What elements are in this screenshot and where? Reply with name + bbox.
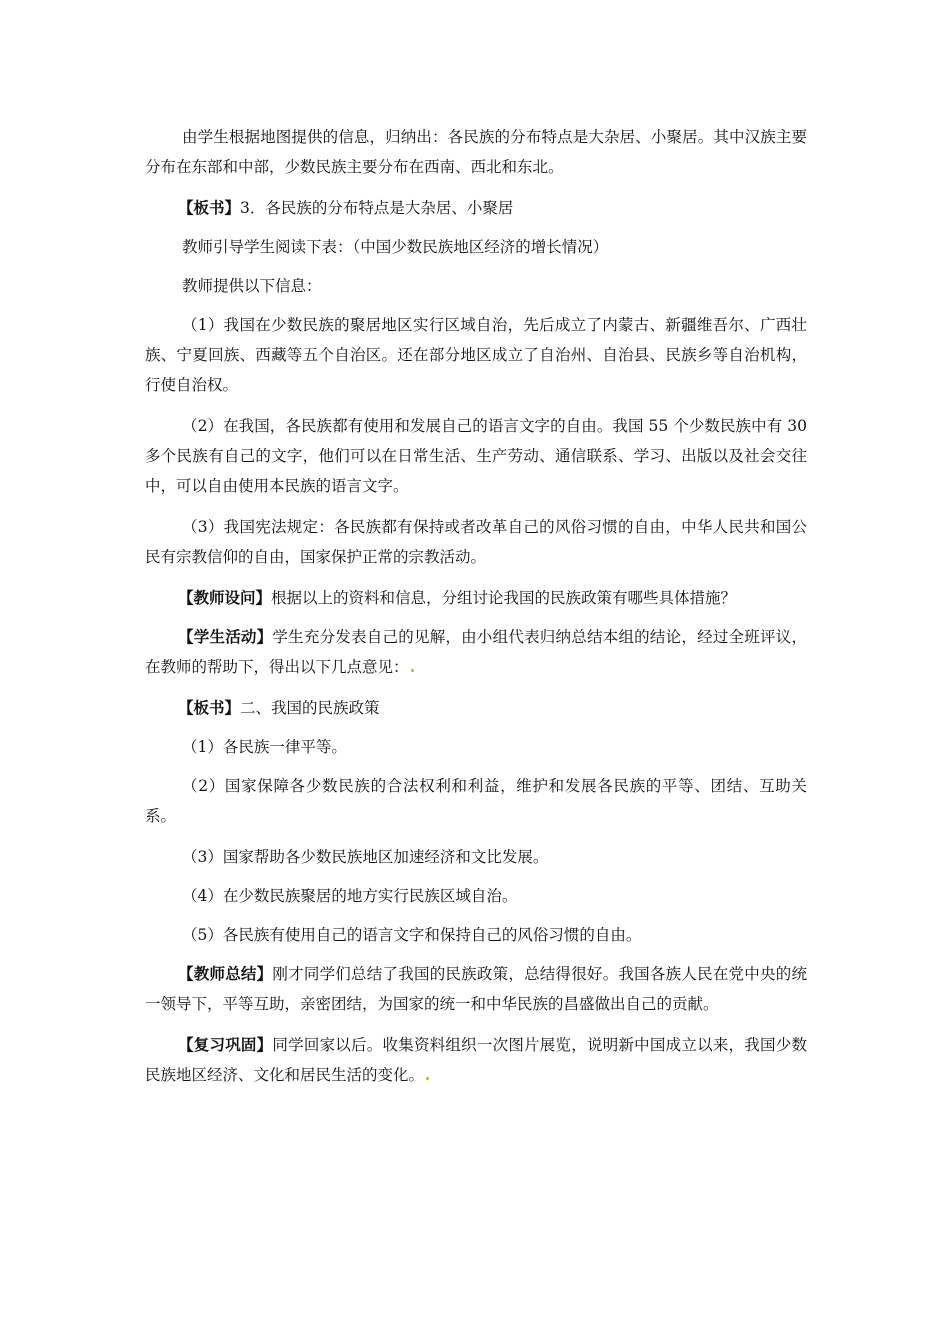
teacher-summary-tag: 【教师总结】 xyxy=(178,964,273,983)
paragraph-policy-2: （2）国家保障各少数民族的合法权利和利益，维护和发展各民族的平等、团结、互助关系。 xyxy=(145,777,807,825)
board-note-policy-text: 二、我国的民族政策 xyxy=(240,699,380,717)
board-note-policy-tag: 【板书】 xyxy=(178,698,241,717)
paragraph-policy-5: （5）各民族有使用自己的语言文字和保持自己的风俗习惯的自由。 xyxy=(182,926,642,944)
review-tag: 【复习巩固】 xyxy=(178,1035,273,1054)
mark-dot xyxy=(411,669,414,672)
teacher-summary-text: 刚才同学们总结了我国的民族政策，总结得很好。我国各族人民在党中央的统一领导下，平等互助，亲密团结，为国家的统一和中华民族的昌盛做出自己的贡献。 xyxy=(145,965,807,1013)
teacher-question-text: 根据以上的资料和信息，分组讨论我国的民族政策有哪些具体措施？ xyxy=(271,589,737,607)
paragraph-teacher-info-intro: 教师提供以下信息： xyxy=(182,277,322,295)
paragraph-review xyxy=(145,1030,807,1090)
paragraph-info-1-autonomy: （1）我国在少数民族的聚居地区实行区域自治，先后成立了内蒙古、新疆维吾尔、广西壮族、宁夏回族、西藏等五个自治区。还在部分地区成立了自治州、自治县、民族乡等自治机构，行使自治权。 xyxy=(145,316,807,394)
paragraph-distribution-summary: 由学生根据地图提供的信息，归纳出：各民族的分布特点是大杂居、小聚居。其中汉族主要分布在东部和中部，少数民族主要分布在西南、西北和东北。 xyxy=(145,128,807,176)
paragraph-info-2-language: （2）在我国，各民族都有使用和发展自己的语言文字的自由。我国 55 个少数民族中有 30 多个民族有自己的文字，他们可以在日常生活、生产劳动、通信联系、学习、出版以及社会交往中，可以自由使用本民族的语言文字。 xyxy=(145,417,807,495)
paragraph-teacher-question xyxy=(145,583,807,613)
board-note-text: 3．各民族的分布特点是大杂居、小聚居 xyxy=(240,199,514,217)
paragraph-teacher-guide-table: 教师引导学生阅读下表：（中国少数民族地区经济的增长情况） xyxy=(182,238,609,256)
review-text: 同学回家以后。收集资料组织一次图片展览，说明新中国成立以来，我国少数民族地区经济、文化和居民生活的变化。 xyxy=(145,1036,807,1084)
paragraph-teacher-summary xyxy=(145,959,807,1019)
paragraph-info-3-constitution: （3）我国宪法规定：各民族都有保持或者改革自己的风俗习惯的自由，中华人民共和国公民有宗教信仰的自由，国家保护正常的宗教活动。 xyxy=(145,518,807,566)
mark-dot xyxy=(426,1077,429,1080)
paragraph-student-activity xyxy=(145,622,807,682)
paragraph-board-note-3 xyxy=(145,193,807,223)
paragraph-board-note-policy xyxy=(145,693,807,723)
document-page xyxy=(145,122,807,1101)
paragraph-policy-1: （1）各民族一律平等。 xyxy=(182,738,347,756)
student-activity-text: 学生充分发表自己的见解，由小组代表归纳总结本组的结论，经过全班评议，在教师的帮助下，得出以下几点意见： xyxy=(145,628,807,676)
paragraph-policy-4: （4）在少数民族聚居的地方实行民族区域自治。 xyxy=(182,887,518,905)
teacher-question-tag: 【教师设问】 xyxy=(178,588,272,607)
paragraph-policy-3: （3）国家帮助各少数民族地区加速经济和文比发展。 xyxy=(182,848,549,866)
board-note-tag: 【板书】 xyxy=(178,198,241,217)
student-activity-tag: 【学生活动】 xyxy=(178,627,273,646)
